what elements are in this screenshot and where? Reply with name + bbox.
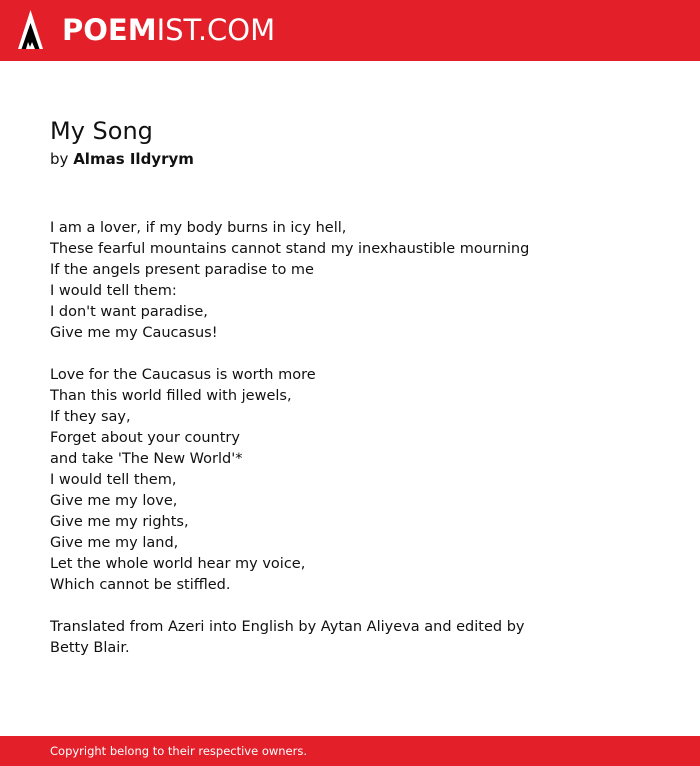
translation-note: Translated from Azeri into English by Aytan Aliyeva and edited by Betty Blair. (50, 619, 525, 656)
pencil-icon (17, 9, 44, 52)
poem-line: Than this world filled with jewels, (50, 388, 292, 404)
poem-line: Love for the Caucasus is worth more (50, 367, 316, 383)
poem-body (50, 218, 570, 659)
poem-line: and take 'The New World'* (50, 451, 243, 467)
poem-line: Give me my land, (50, 535, 179, 551)
site-footer (0, 736, 700, 766)
poem-line: Forget about your country (50, 430, 240, 446)
site-logo-link[interactable] (62, 12, 275, 48)
stanza-1 (50, 218, 570, 344)
by-prefix: by (50, 150, 69, 168)
logo-light-text: IST.COM (156, 13, 276, 47)
poem-line: Give me my rights, (50, 514, 189, 530)
stanza-2 (50, 365, 570, 596)
poem-line: I would tell them: (50, 283, 177, 299)
logo-bold-text: POEM (62, 13, 157, 47)
poem-line: If they say, (50, 409, 131, 425)
poem-line: I would tell them, (50, 472, 177, 488)
poem-line: Give me my Caucasus! (50, 325, 218, 341)
poem-line: If the angels present paradise to me (50, 262, 314, 278)
poem-line: These fearful mountains cannot stand my inexhaustible mourning (50, 241, 530, 257)
poem-byline (50, 148, 194, 170)
poem-line: I don't want paradise, (50, 304, 208, 320)
poem-line: Let the whole world hear my voice, (50, 556, 306, 572)
poem-line: Give me my love, (50, 493, 178, 509)
copyright-text: Copyright belong to their respective owners. (50, 744, 308, 758)
poem-line: Which cannot be stiffled. (50, 577, 231, 593)
poem-title: My Song (50, 117, 153, 145)
poem-line: I am a lover, if my body burns in icy hell, (50, 220, 347, 236)
site-header (0, 0, 700, 61)
poem-author: Almas Ildyrym (73, 150, 194, 168)
